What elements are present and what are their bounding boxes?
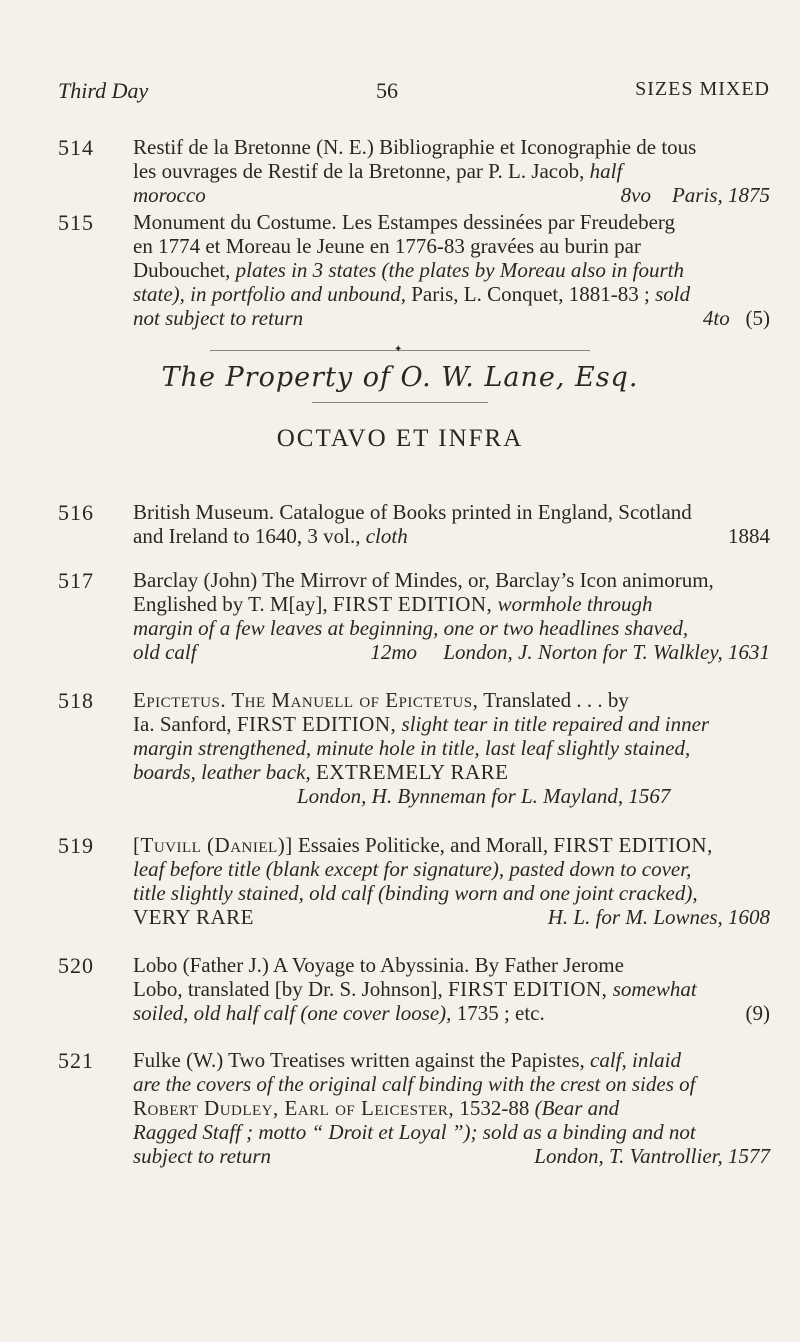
lot-description: Epictetus. The Manuell of Epictetus, Translated . . . by Ia. Sanford, FIRST EDITION, slight tear in title repaired and inner margin strengthened, minute hole in title, last leaf slightly stained, boards, leather back, EXTREMELY RARE London, H. Bynneman for L. Mayland, 1567 <box>133 688 710 808</box>
lot-description: [Tuvill (Daniel)] Essaies Politicke, and Morall, FIRST EDITION, leaf before title (blank except for signature), pasted down to cover, title slightly stained, old calf (binding worn and one joint cracked), VERY RARE H. L. for M. Lownes, 1608 <box>133 833 770 929</box>
lot-521 <box>58 1048 770 1168</box>
property-heading: The Property of O. W. Lane, Esq. <box>161 362 639 393</box>
lot-number: 516 <box>58 500 94 525</box>
lot-514 <box>58 135 770 207</box>
ornamental-divider: ✦ <box>210 345 590 355</box>
lot-number: 515 <box>58 210 94 235</box>
lot-description: Barclay (John) The Mirrovr of Mindes, or, Barclay’s Icon animorum, Englished by T. M[ay], FIRST EDITION, wormhole through margin of a few leaves at beginning, one or two headlines shaved, old calf 12mo London, J. Norton for T. Walkley, 1631 <box>133 568 770 664</box>
section-heading: OCTAVO ET INFRA <box>276 425 524 452</box>
lot-number: 517 <box>58 568 94 593</box>
lot-description: Lobo (Father J.) A Voyage to Abyssinia. By Father Jerome Lobo, translated [by Dr. S. Johnson], FIRST EDITION, somewhat soiled, old half calf (one cover loose), 1735 ; etc. (9) <box>133 953 770 1025</box>
lot-520 <box>58 953 770 1025</box>
lot-description: Restif de la Bretonne (N. E.) Bibliographie et Iconographie de tous les ouvrages de Restif de la Bretonne, par P. L. Jacob, half morocco 8vo Paris, 1875 <box>133 135 770 207</box>
lot-515 <box>58 210 770 330</box>
lot-number: 520 <box>58 953 94 978</box>
short-divider <box>312 402 488 403</box>
lot-number: 518 <box>58 688 94 713</box>
header-day: Third Day <box>58 78 149 103</box>
lot-description: Fulke (W.) Two Treatises written against the Papistes, calf, inlaid are the covers of the original calf binding with the crest on sides of Robert Dudley, Earl of Leicester, 1532-88 (Bear and Ragged Staff ; motto “ Droit et Loyal ”); sold as a binding and not subject to return London, T. Vantrollier, 1577 <box>133 1048 770 1168</box>
lot-516 <box>58 500 770 548</box>
header-section: SIZES MIXED <box>635 78 770 100</box>
running-header <box>58 78 770 108</box>
lot-517 <box>58 568 770 664</box>
lot-519 <box>58 833 770 929</box>
lot-description: British Museum. Catalogue of Books printed in England, Scotland and Ireland to 1640, 3 vol., cloth 1884 <box>133 500 770 548</box>
page-number: 56 <box>376 78 398 103</box>
lot-518 <box>58 688 770 808</box>
lot-number: 519 <box>58 833 94 858</box>
lot-number: 514 <box>58 135 94 160</box>
lot-description: Monument du Costume. Les Estampes dessinées par Freudeberg en 1774 et Moreau le Jeune en 1776-83 gravées au burin par Dubouchet, plates in 3 states (the plates by Moreau also in fourth state), in portfolio and unbound, Paris, L. Conquet, 1881-83 ; sold not subject to return 4to (5) <box>133 210 770 330</box>
lot-number: 521 <box>58 1048 94 1073</box>
